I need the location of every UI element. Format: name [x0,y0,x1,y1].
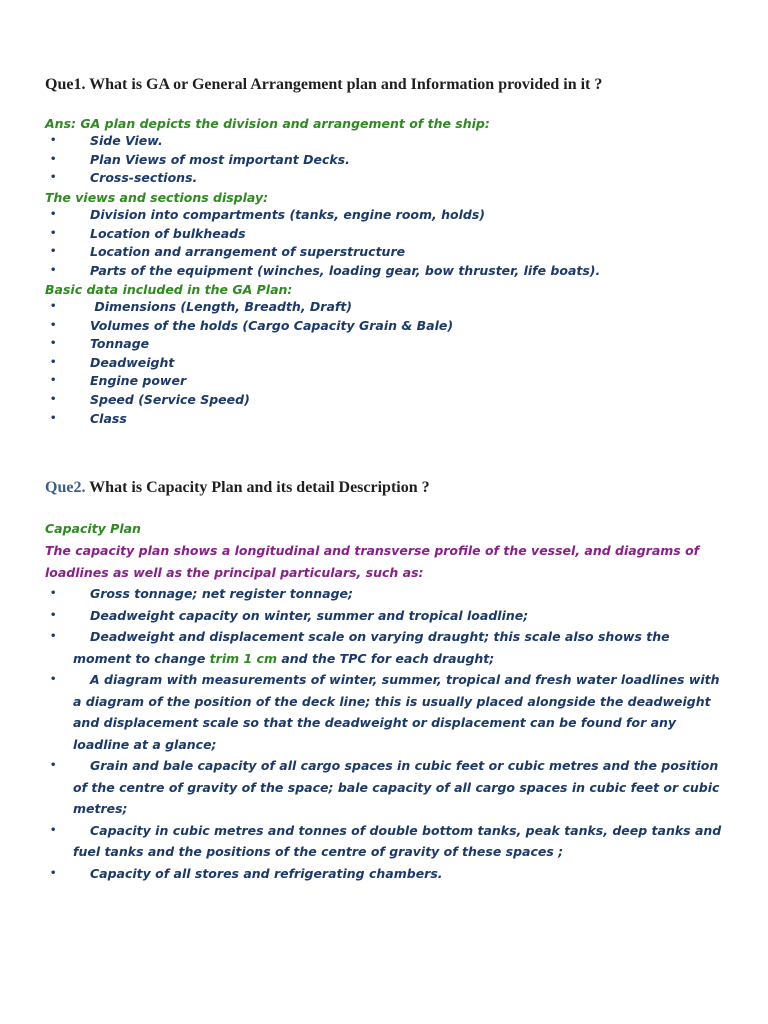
answer-1-list-views [45,132,725,188]
bullet-icon: • [50,412,57,424]
bullet-icon: • [50,227,57,239]
list-item: • Side View. [45,132,725,151]
list-item: • Speed (Service Speed) [45,391,725,410]
bullet-icon: • [50,246,57,258]
trim-highlight: trim 1 cm [205,650,282,666]
list-item: • Grain and bale capacity of all cargo spaces in cubic feet or cubic metres and the position of the centre of gravity of the space; bale capacity of all cargo spaces in cubic feet or cubic metres; [45,755,725,820]
bullet-icon: • [50,301,57,312]
list-item: • Dimensions (Length, Breadth, Draft) [45,298,725,317]
question-2-text: What is Capacity Plan and its detail Description ? [85,479,430,496]
bullet-icon: • [50,824,57,836]
list-item: • Engine power [45,372,725,391]
bullet-icon: • [50,264,57,276]
answer-1-intro: Ans: GA plan depicts the division and arrangement of the ship: [45,116,490,131]
list-item: • Parts of the equipment (winches, loading gear, bow thruster, life boats). [45,262,725,281]
list-item: • Deadweight [45,354,725,373]
bullet-icon: • [50,867,57,879]
bullet-icon: • [50,609,57,621]
bullet-icon: • [50,338,57,350]
answer-1-list-display [45,206,725,280]
list-item: • Gross tonnage; net register tonnage; [45,583,725,605]
list-item: • Division into compartments (tanks, engine room, holds) [45,206,725,225]
bullet-icon: • [50,209,57,220]
list-item: • A diagram with measurements of winter, summer, tropical and fresh water loadlines with a diagram of the position of the deck line; this is usually placed alongside the deadweight and displacement scale so that the deadweight or displacement can be found for any loadline at a glance; [45,669,725,755]
list-item: • Location and arrangement of superstructure [45,243,725,262]
bullet-icon: • [50,319,57,331]
list-item: • Deadweight and displacement scale on varying draught; this scale also shows the moment to change trim 1 cm and the TPC for each draught; [45,626,725,669]
list-item: • Class [45,410,725,429]
bullet-icon: • [50,760,57,771]
basic-data-heading: Basic data included in the GA Plan: [45,282,293,297]
capacity-plan-heading: Capacity Plan [45,521,141,536]
bullet-icon: • [50,393,57,405]
bullet-icon: • [50,588,57,599]
list-item: • Plan Views of most important Decks. [45,151,725,170]
bullet-icon: • [50,172,57,184]
question-2-number: Que2. [45,479,86,496]
question-2-title [45,479,430,497]
bullet-icon: • [50,356,57,368]
bullet-icon: • [50,674,57,685]
views-sections-heading: The views and sections display: [45,190,269,205]
list-item: • Capacity of all stores and refrigerating chambers. [45,863,725,885]
bullet-icon: • [50,153,57,165]
list-item: • Tonnage [45,335,725,354]
list-item: • Capacity in cubic metres and tonnes of double bottom tanks, peak tanks, deep tanks and fuel tanks and the positions of the centre of gravity of these spaces ; [45,820,725,863]
capacity-plan-paragraph: The capacity plan shows a longitudinal and transverse profile of the vessel, and diagrams of loadlines as well as the principal particulars, such as: [45,543,700,580]
list-item: • Location of bulkheads [45,225,725,244]
list-item: • Deadweight capacity on winter, summer and tropical loadline; [45,605,725,627]
bullet-icon: • [50,375,57,387]
list-item: • Cross-sections. [45,169,725,188]
list-item: • Volumes of the holds (Cargo Capacity Grain & Bale) [45,317,725,336]
capacity-plan-list [45,583,725,884]
bullet-icon: • [50,135,57,146]
question-1-title: Que1. What is GA or General Arrangement plan and Information provided in it ? [45,76,603,93]
bullet-icon: • [50,631,57,642]
answer-1-list-basic-data [45,298,725,428]
